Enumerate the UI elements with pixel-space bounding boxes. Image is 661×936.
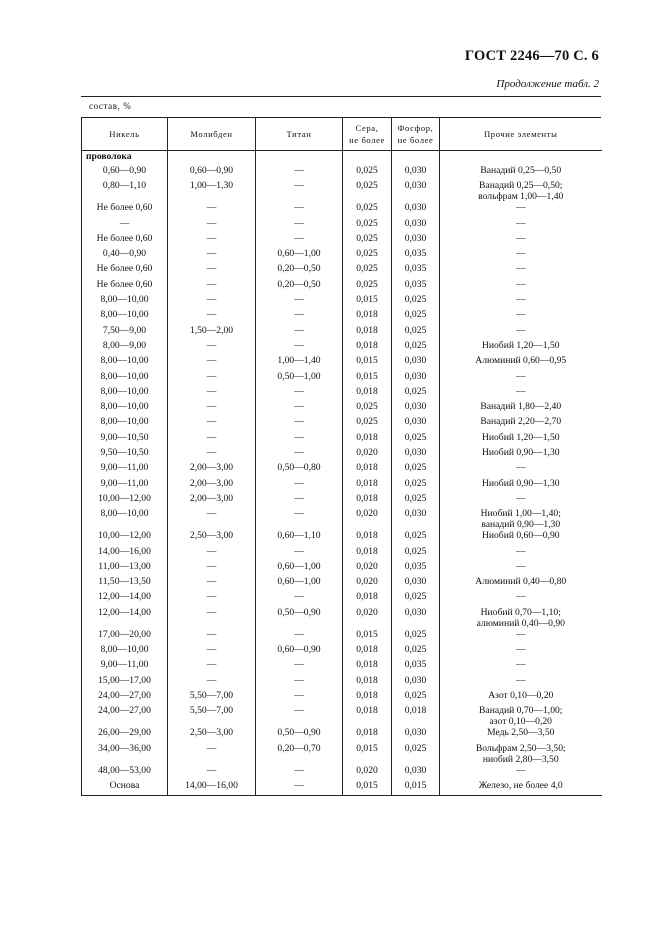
- table-cell: —: [256, 478, 343, 493]
- column-header: Никель: [82, 118, 168, 151]
- table-cell: —: [168, 576, 256, 591]
- table-cell: 0,035: [392, 248, 440, 263]
- table-cell: 0,018: [343, 493, 392, 508]
- table-cell: 0,025: [343, 263, 392, 278]
- table-cell: 8,00—10,00: [82, 371, 168, 386]
- table-cell: 0,025: [343, 248, 392, 263]
- page-header: [0, 0, 661, 100]
- table-cell: —: [440, 325, 602, 340]
- table-cell: —: [256, 447, 343, 462]
- table-cell: —: [168, 355, 256, 370]
- composition-table: [81, 96, 601, 796]
- table-cell: Не более 0,60: [82, 202, 168, 217]
- table-row: [82, 478, 602, 493]
- table-cell: 0,020: [343, 561, 392, 576]
- table-cell: 9,00—10,50: [82, 432, 168, 447]
- table-cell: Ниобий 0,60—0,90: [440, 530, 602, 545]
- table-cell: 1,00—1,40: [256, 355, 343, 370]
- table-cell: 10,00—12,00: [82, 493, 168, 508]
- table-cell: —: [256, 705, 343, 727]
- table-cell: —: [440, 279, 602, 294]
- column-header: Сера, не более: [343, 118, 392, 151]
- table-cell: 0,015: [343, 629, 392, 644]
- table-cell: —: [440, 233, 602, 248]
- table-cell: 1,50—2,00: [168, 325, 256, 340]
- table-cell: 0,030: [392, 355, 440, 370]
- table-cell: 0,60—0,90: [82, 165, 168, 180]
- table-cell: 0,015: [343, 780, 392, 796]
- table-cell: 0,015: [392, 780, 440, 796]
- table-cell: 0,030: [392, 675, 440, 690]
- table-cell: 0,030: [392, 218, 440, 233]
- table-cell: 0,015: [343, 355, 392, 370]
- table-cell: Ванадий 1,80—2,40: [440, 401, 602, 416]
- table-cell: 0,025: [392, 530, 440, 545]
- table-cell: 0,025: [392, 386, 440, 401]
- table-cell: —: [256, 629, 343, 644]
- table-row: [82, 416, 602, 431]
- table-cell: 0,035: [392, 263, 440, 278]
- table-cell: 0,018: [343, 432, 392, 447]
- table-cell: 0,035: [392, 659, 440, 674]
- table-cell: —: [440, 248, 602, 263]
- table-cell: —: [256, 309, 343, 324]
- table-cell: 0,40—0,90: [82, 248, 168, 263]
- table-cell: 0,50—0,80: [256, 462, 343, 477]
- table-row: [82, 727, 602, 742]
- table-cell: —: [168, 416, 256, 431]
- table-cell: 2,50—3,00: [168, 727, 256, 742]
- table-cell: 34,00—36,00: [82, 743, 168, 765]
- table-cell: —: [440, 644, 602, 659]
- table-cell: —: [168, 447, 256, 462]
- table-cell: 2,00—3,00: [168, 493, 256, 508]
- table-cell: 0,018: [343, 530, 392, 545]
- table-cell: 0,018: [343, 340, 392, 355]
- table-cell: —: [440, 561, 602, 576]
- table-cell: [343, 151, 392, 166]
- table-cell: —: [168, 218, 256, 233]
- table-cell: Ванадий 0,25—0,50; вольфрам 1,00—1,40: [440, 180, 602, 202]
- table-cell: 2,00—3,00: [168, 478, 256, 493]
- table-cell: 0,030: [392, 416, 440, 431]
- table-cell: —: [168, 386, 256, 401]
- table-cell: 24,00—27,00: [82, 690, 168, 705]
- table-cell: Ниобий 0,90—1,30: [440, 478, 602, 493]
- table-cell: —: [256, 386, 343, 401]
- table-cell: —: [168, 371, 256, 386]
- table-cell: 0,030: [392, 165, 440, 180]
- table-cell: 0,015: [343, 371, 392, 386]
- table-cell: Ниобий 1,20—1,50: [440, 432, 602, 447]
- table-cell: —: [168, 401, 256, 416]
- table-cell: —: [256, 432, 343, 447]
- table-cell: 15,00—17,00: [82, 675, 168, 690]
- table-cell: 14,00—16,00: [168, 780, 256, 796]
- column-header: Титан: [256, 118, 343, 151]
- section-row: [82, 151, 602, 166]
- table-cell: 9,00—11,00: [82, 659, 168, 674]
- table-continuation-note: Продолжение табл. 2: [496, 78, 599, 90]
- table-cell: 0,018: [343, 462, 392, 477]
- table-cell: —: [168, 743, 256, 765]
- column-header: Молибден: [168, 118, 256, 151]
- table-cell: —: [168, 659, 256, 674]
- table-caption: состав, %: [89, 101, 132, 111]
- table-cell: Азот 0,10—0,20: [440, 690, 602, 705]
- table-cell: —: [256, 180, 343, 202]
- table-cell: 2,00—3,00: [168, 462, 256, 477]
- table-cell: —: [168, 561, 256, 576]
- table-row: [82, 294, 602, 309]
- table-row: [82, 165, 602, 180]
- table-cell: 0,030: [392, 180, 440, 202]
- table-cell: —: [168, 591, 256, 606]
- table-row: [82, 386, 602, 401]
- table-row: [82, 530, 602, 545]
- table-cell: Железо, не более 4,0: [440, 780, 602, 796]
- table-cell: —: [256, 165, 343, 180]
- table-cell: 0,025: [392, 325, 440, 340]
- table-cell: 9,50—10,50: [82, 447, 168, 462]
- table-cell: 0,025: [392, 340, 440, 355]
- table-cell: 11,00—13,00: [82, 561, 168, 576]
- table-cell: 0,025: [343, 401, 392, 416]
- table-cell: —: [256, 675, 343, 690]
- table-cell: —: [256, 202, 343, 217]
- table-cell: Алюминий 0,60—0,95: [440, 355, 602, 370]
- table-row: [82, 401, 602, 416]
- table-cell: 0,030: [392, 727, 440, 742]
- table-cell: —: [256, 690, 343, 705]
- column-header: Фосфор, не более: [392, 118, 440, 151]
- table-cell: 0,60—1,10: [256, 530, 343, 545]
- table-row: [82, 705, 602, 727]
- table-row: [82, 202, 602, 217]
- table-cell: —: [168, 233, 256, 248]
- table-cell: Не более 0,60: [82, 263, 168, 278]
- table-cell: 0,018: [343, 325, 392, 340]
- table-caption-row: [81, 96, 601, 118]
- table-row: [82, 576, 602, 591]
- table-cell: —: [440, 493, 602, 508]
- table-cell: 48,00—53,00: [82, 765, 168, 780]
- table-cell: —: [440, 202, 602, 217]
- table-cell: 26,00—29,00: [82, 727, 168, 742]
- table-cell: 0,025: [392, 644, 440, 659]
- table-row: [82, 743, 602, 765]
- table-cell: 0,025: [392, 294, 440, 309]
- table-cell: 0,60—0,90: [168, 165, 256, 180]
- table-cell: 0,030: [392, 576, 440, 591]
- table-row: [82, 780, 602, 796]
- table-cell: 8,00—10,00: [82, 401, 168, 416]
- table-row: [82, 644, 602, 659]
- table-cell: —: [256, 401, 343, 416]
- header-row: [82, 118, 602, 151]
- table-cell: 0,018: [343, 309, 392, 324]
- table-cell: Вольфрам 2,50—3,50; ниобий 2,80—3,50: [440, 743, 602, 765]
- table-cell: 12,00—14,00: [82, 607, 168, 629]
- table-cell: 0,025: [343, 218, 392, 233]
- table-cell: 7,50—9,00: [82, 325, 168, 340]
- table-cell: —: [256, 493, 343, 508]
- table-cell: 0,025: [343, 416, 392, 431]
- table-cell: 0,020: [343, 607, 392, 629]
- table-cell: 0,018: [343, 478, 392, 493]
- table-cell: —: [168, 309, 256, 324]
- table-row: [82, 432, 602, 447]
- table-cell: Ниобий 0,90—1,30: [440, 447, 602, 462]
- table-cell: 5,50—7,00: [168, 690, 256, 705]
- table-cell: 0,025: [392, 478, 440, 493]
- table-cell: 0,018: [343, 591, 392, 606]
- table-row: [82, 340, 602, 355]
- table-row: [82, 675, 602, 690]
- table-cell: 0,50—0,90: [256, 607, 343, 629]
- table-cell: —: [440, 294, 602, 309]
- table-cell: —: [440, 309, 602, 324]
- table-cell: 0,018: [343, 727, 392, 742]
- table-cell: —: [440, 629, 602, 644]
- table-cell: 0,20—0,70: [256, 743, 343, 765]
- table-row: [82, 218, 602, 233]
- table-row: [82, 248, 602, 263]
- table-cell: —: [168, 202, 256, 217]
- table-cell: —: [440, 765, 602, 780]
- table-cell: 12,00—14,00: [82, 591, 168, 606]
- table-row: [82, 371, 602, 386]
- table-cell: —: [440, 659, 602, 674]
- table-cell: 0,60—1,00: [256, 248, 343, 263]
- table-row: [82, 765, 602, 780]
- table-cell: 8,00—10,00: [82, 294, 168, 309]
- table-cell: 0,025: [392, 591, 440, 606]
- table-cell: 0,025: [392, 743, 440, 765]
- table-row: [82, 325, 602, 340]
- table-cell: —: [168, 432, 256, 447]
- table-cell: 0,035: [392, 279, 440, 294]
- table-cell: —: [168, 765, 256, 780]
- table-cell: —: [440, 371, 602, 386]
- table-cell: —: [168, 644, 256, 659]
- table-cell: 0,025: [392, 629, 440, 644]
- table-cell: —: [256, 659, 343, 674]
- table-cell: 0,20—0,50: [256, 279, 343, 294]
- table-cell: 1,00—1,30: [168, 180, 256, 202]
- table-cell: 0,030: [392, 765, 440, 780]
- table-cell: —: [168, 629, 256, 644]
- table-cell: Не более 0,60: [82, 279, 168, 294]
- table-cell: 8,00—10,00: [82, 309, 168, 324]
- table-cell: Не более 0,60: [82, 233, 168, 248]
- table-cell: 0,015: [343, 294, 392, 309]
- table-cell: 0,025: [392, 462, 440, 477]
- table-cell: —: [168, 294, 256, 309]
- table-cell: —: [168, 263, 256, 278]
- table-cell: —: [256, 591, 343, 606]
- table-cell: Алюминий 0,40—0,80: [440, 576, 602, 591]
- table-cell: —: [440, 386, 602, 401]
- table-cell: 0,018: [343, 705, 392, 727]
- table-cell: Основа: [82, 780, 168, 796]
- table-cell: 0,020: [343, 508, 392, 530]
- table-cell: 10,00—12,00: [82, 530, 168, 545]
- table-cell: 2,50—3,00: [168, 530, 256, 545]
- table-cell: 0,80—1,10: [82, 180, 168, 202]
- table-cell: —: [256, 218, 343, 233]
- table-cell: 0,030: [392, 401, 440, 416]
- table-cell: 0,025: [343, 233, 392, 248]
- table-cell: 0,025: [392, 690, 440, 705]
- table-cell: —: [256, 416, 343, 431]
- table-cell: Медь 2,50—3,50: [440, 727, 602, 742]
- table-cell: 0,60—0,90: [256, 644, 343, 659]
- table-row: [82, 462, 602, 477]
- table-cell: 0,030: [392, 447, 440, 462]
- table-cell: —: [440, 263, 602, 278]
- table-cell: Ванадий 2,20—2,70: [440, 416, 602, 431]
- table-cell: 0,018: [343, 386, 392, 401]
- table-cell: —: [168, 546, 256, 561]
- table-cell: 0,60—1,00: [256, 561, 343, 576]
- table-cell: 0,035: [392, 561, 440, 576]
- column-header: Прочие элементы: [440, 118, 602, 151]
- table-cell: 8,00—10,00: [82, 355, 168, 370]
- table-cell: —: [82, 218, 168, 233]
- table-cell: 0,030: [392, 233, 440, 248]
- table-cell: 8,00—9,00: [82, 340, 168, 355]
- table-cell: —: [440, 546, 602, 561]
- table-cell: 0,018: [343, 644, 392, 659]
- table-cell: 0,025: [392, 493, 440, 508]
- table-row: [82, 355, 602, 370]
- table-cell: 0,015: [343, 743, 392, 765]
- table-cell: —: [168, 279, 256, 294]
- table-cell: —: [440, 462, 602, 477]
- table-cell: —: [256, 765, 343, 780]
- table-cell: 0,018: [392, 705, 440, 727]
- table-cell: 0,50—0,90: [256, 727, 343, 742]
- table-cell: 0,025: [392, 432, 440, 447]
- table-cell: [392, 151, 440, 166]
- table-row: [82, 279, 602, 294]
- table-cell: —: [168, 340, 256, 355]
- table-cell: Ванадий 0,70—1,00; азот 0,10—0,20: [440, 705, 602, 727]
- table-cell: Ниобий 0,70—1,10; алюминий 0,40—0,90: [440, 607, 602, 629]
- table-cell: 0,025: [343, 180, 392, 202]
- table-cell: 9,00—11,00: [82, 478, 168, 493]
- section-label: проволока: [82, 151, 168, 166]
- table-cell: —: [440, 675, 602, 690]
- table-cell: —: [168, 248, 256, 263]
- table-cell: 0,020: [343, 576, 392, 591]
- table-cell: 9,00—11,00: [82, 462, 168, 477]
- table-cell: —: [168, 508, 256, 530]
- table-cell: —: [256, 340, 343, 355]
- table-cell: 14,00—16,00: [82, 546, 168, 561]
- table-cell: [256, 151, 343, 166]
- table-cell: —: [168, 675, 256, 690]
- table-cell: [168, 151, 256, 166]
- table-cell: 0,030: [392, 508, 440, 530]
- table-row: [82, 690, 602, 705]
- table-cell: 0,030: [392, 607, 440, 629]
- table-cell: 0,020: [343, 447, 392, 462]
- table-cell: —: [440, 218, 602, 233]
- table-row: [82, 561, 602, 576]
- table-cell: 8,00—10,00: [82, 644, 168, 659]
- table-row: [82, 591, 602, 606]
- table-cell: 24,00—27,00: [82, 705, 168, 727]
- table-cell: 8,00—10,00: [82, 416, 168, 431]
- table-cell: Ниобий 1,20—1,50: [440, 340, 602, 355]
- table-row: [82, 493, 602, 508]
- table-row: [82, 607, 602, 629]
- table-row: [82, 508, 602, 530]
- table-cell: 17,00—20,00: [82, 629, 168, 644]
- table-cell: —: [256, 780, 343, 796]
- table-cell: 0,018: [343, 546, 392, 561]
- data-table: [81, 118, 602, 796]
- table-row: [82, 233, 602, 248]
- table-cell: 0,50—1,00: [256, 371, 343, 386]
- table-row: [82, 180, 602, 202]
- table-cell: 0,020: [343, 765, 392, 780]
- table-cell: 0,030: [392, 371, 440, 386]
- table-cell: 0,030: [392, 202, 440, 217]
- table-cell: —: [168, 607, 256, 629]
- table-row: [82, 309, 602, 324]
- table-cell: 11,50—13,50: [82, 576, 168, 591]
- table-row: [82, 659, 602, 674]
- table-cell: —: [256, 325, 343, 340]
- table-cell: —: [256, 546, 343, 561]
- table-row: [82, 546, 602, 561]
- table-body: [82, 151, 602, 796]
- table-cell: —: [256, 508, 343, 530]
- table-cell: 8,00—10,00: [82, 508, 168, 530]
- table-cell: 0,20—0,50: [256, 263, 343, 278]
- table-cell: 5,50—7,00: [168, 705, 256, 727]
- table-cell: —: [256, 294, 343, 309]
- table-cell: 0,025: [343, 202, 392, 217]
- table-cell: 0,025: [392, 309, 440, 324]
- table-cell: 8,00—10,00: [82, 386, 168, 401]
- table-cell: —: [256, 233, 343, 248]
- table-cell: Ванадий 0,25—0,50: [440, 165, 602, 180]
- table-cell: —: [440, 591, 602, 606]
- table-cell: 0,018: [343, 690, 392, 705]
- table-row: [82, 447, 602, 462]
- table-cell: 0,025: [343, 279, 392, 294]
- table-cell: Ниобий 1,00—1,40; ванадий 0,90—1,30: [440, 508, 602, 530]
- table-cell: 0,018: [343, 675, 392, 690]
- table-row: [82, 629, 602, 644]
- table-cell: [440, 151, 602, 166]
- table-cell: 0,025: [392, 546, 440, 561]
- document-title: ГОСТ 2246—70 С. 6: [464, 48, 599, 64]
- table-cell: 0,60—1,00: [256, 576, 343, 591]
- table-cell: 0,025: [343, 165, 392, 180]
- table-row: [82, 263, 602, 278]
- table-cell: 0,018: [343, 659, 392, 674]
